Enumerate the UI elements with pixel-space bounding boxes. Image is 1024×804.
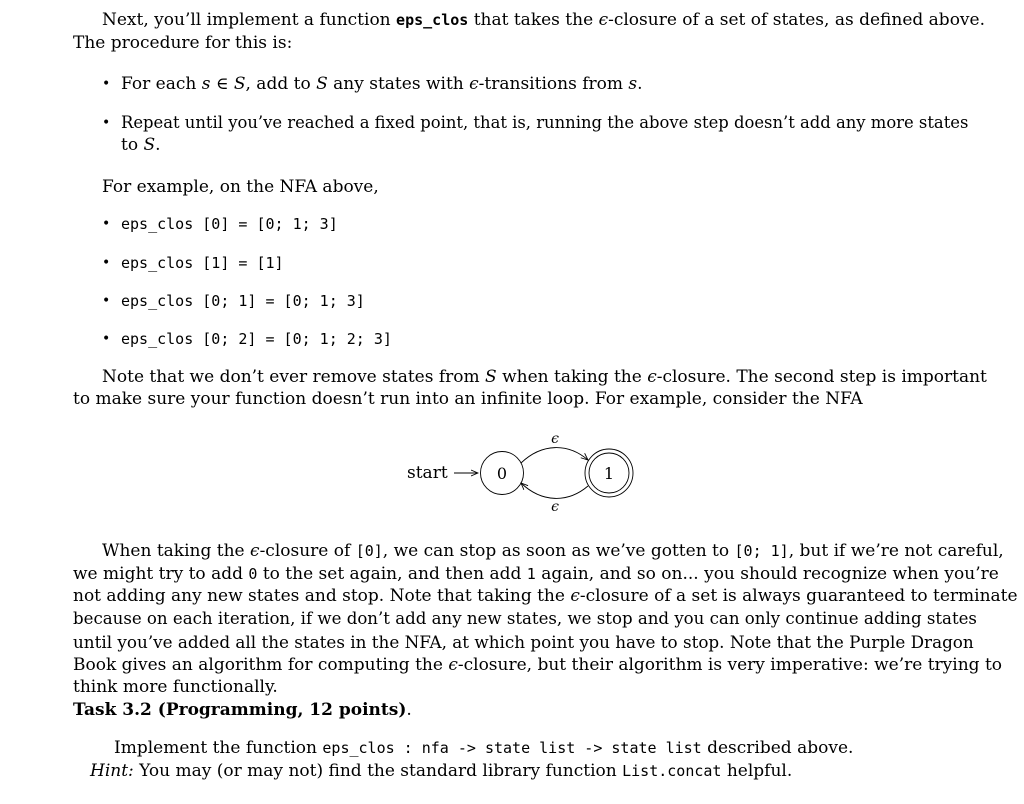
text: -transitions from [478, 74, 629, 94]
para-line-3 [73, 585, 1018, 607]
procedure-item-2-line-2 [121, 134, 161, 156]
text: to the set again, and then add [257, 564, 527, 584]
task-heading-text: Task 3.2 (Programming, 12 points) [73, 700, 407, 720]
text: . [406, 700, 412, 720]
bullet-icon: • [102, 76, 111, 92]
code-inline: [0; 1] [734, 542, 789, 560]
text: -closure of a set is always guaranteed to terminate [579, 586, 1018, 606]
bullet-icon: • [102, 293, 111, 309]
epsilon-symbol: ϵ [570, 586, 580, 606]
note-line-1 [102, 366, 987, 388]
para-line-2 [73, 563, 999, 585]
element-of-symbol: ∈ [210, 74, 234, 94]
code-inline: 0 [248, 565, 258, 583]
math-s: s [201, 74, 211, 94]
bullet-icon: • [102, 115, 111, 131]
task-line-1 [114, 737, 853, 759]
epsilon-symbol: ϵ [647, 367, 657, 387]
code-inline: [0] [355, 542, 383, 560]
text: . [637, 74, 643, 94]
hint-label: Hint: [90, 761, 134, 781]
text: described above. [701, 738, 854, 758]
math-S: S [485, 367, 497, 387]
math-S: S [233, 74, 246, 94]
text: -closure of a set of states, as defined above. [608, 10, 985, 30]
text: Note that we don’t ever remove states from [102, 367, 486, 387]
text: -closure, but their algorithm is very imperative: we’re trying to [457, 655, 1003, 675]
epsilon-symbol: ϵ [250, 541, 260, 561]
bullet-icon: • [102, 255, 111, 271]
code-signature: eps_clos : nfa -> state list -> state list [322, 739, 702, 757]
code-eps-clos: eps_clos [396, 11, 469, 29]
edge-0-to-1 [521, 448, 588, 463]
epsilon-label-top: ϵ [551, 431, 559, 447]
para-line-1 [102, 540, 1004, 562]
example-item: eps_clos [0; 1] = [0; 1; 3] [121, 292, 365, 310]
text: , we can stop as soon as we’ve gotten to [382, 541, 735, 561]
example-intro: For example, on the NFA above, [102, 177, 379, 197]
text: Book gives an algorithm for computing the [73, 655, 449, 675]
code-inline: 1 [526, 565, 536, 583]
math-s: s [628, 74, 638, 94]
code-list-concat: List.concat [622, 762, 722, 780]
text: that takes the [468, 10, 599, 30]
epsilon-symbol: ϵ [448, 655, 458, 675]
task-hint [90, 760, 792, 782]
edge-1-to-0 [521, 483, 588, 498]
text: helpful. [721, 761, 793, 781]
epsilon-symbol: ϵ [598, 10, 609, 30]
task-heading [73, 699, 412, 721]
text: again, and so on... you should recognize when you’re [535, 564, 999, 584]
example-item: eps_clos [0; 2] = [0; 1; 2; 3] [121, 330, 392, 348]
text: When taking the [102, 541, 251, 561]
text: You may (or may not) find the standard library function [133, 761, 623, 781]
nfa-diagram [400, 425, 650, 515]
intro-line-2: The procedure for this is: [73, 33, 293, 53]
start-label: start [407, 463, 448, 483]
math-S: S [316, 74, 328, 94]
example-item: eps_clos [0] = [0; 1; 3] [121, 215, 338, 233]
text: . [155, 135, 161, 155]
state-1-label: 1 [603, 464, 615, 483]
text: -closure of [259, 541, 356, 561]
math-S: S [143, 135, 156, 155]
para-line-4: because on each iteration, if we don’t add any new states, we stop and you can only continue adding states [73, 609, 977, 628]
text: any states with [327, 74, 470, 94]
bullet-icon: • [102, 216, 111, 232]
text: -closure. The second step is important [656, 367, 987, 387]
para-line-7: think more functionally. [73, 677, 278, 697]
text: not adding any new states and stop. Note that taking the [73, 586, 571, 606]
note-line-2: to make sure your function doesn’t run into an infinite loop. For example, consider the NFA [73, 389, 863, 409]
text: Next, you’ll implement a function [102, 10, 397, 30]
bullet-icon: • [102, 331, 111, 347]
para-line-5: until you’ve added all the states in the NFA, at which point you have to stop. Note that the Purple Dragon [73, 632, 974, 652]
epsilon-label-bottom: ϵ [551, 499, 559, 515]
epsilon-symbol: ϵ [469, 74, 479, 94]
para-line-6 [73, 654, 1002, 676]
procedure-item-1 [121, 73, 643, 95]
state-0-label: 0 [496, 464, 508, 483]
example-item: eps_clos [1] = [1] [121, 254, 284, 272]
text: , but if we’re not careful, [788, 541, 1004, 561]
text: Implement the function [114, 738, 323, 758]
intro-line-1 [102, 9, 985, 31]
text: we might try to add [73, 564, 249, 584]
text: to [121, 135, 144, 155]
text: , add to [245, 74, 317, 94]
text: For each [121, 74, 202, 94]
text: when taking the [496, 367, 648, 387]
procedure-item-2-line-1: Repeat until you’ve reached a fixed point, that is, running the above step doesn’t add any more states [121, 113, 969, 132]
